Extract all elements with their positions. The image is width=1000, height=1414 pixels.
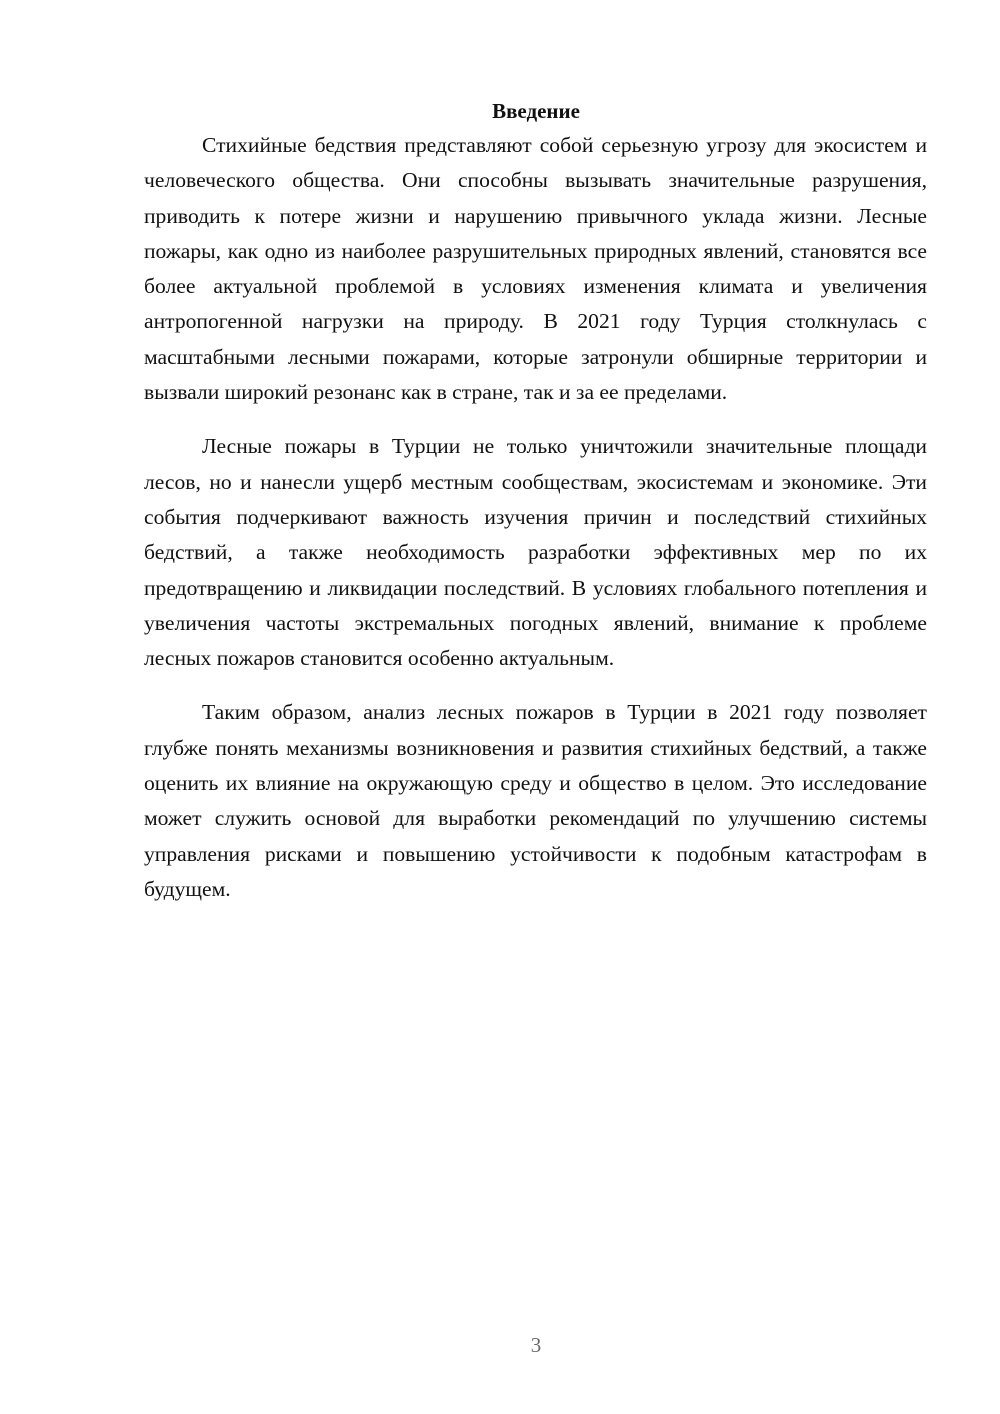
section-heading: Введение: [492, 99, 580, 123]
paragraph-1: Стихийные бедствия представляют собой серьезную угрозу для экосистем и человеческого общества. Они способны вызывать значительные разрушения, приводить к потере жизни и нарушению привычного уклада жизни. Лесные пожары, как одно из наиболее разрушительных природных явлений, становятся все более актуальной проблемой в условиях изменения климата и увеличения антропогенной нагрузки на природу. В 2021 году Турция столкнулась с масштабными лесными пожарами, которые затронули обширные территории и вызвали широкий резонанс как в стране, так и за ее пределами.: [144, 133, 927, 405]
page-content: [144, 92, 927, 926]
paragraph-3: Таким образом, анализ лесных пожаров в Турции в 2021 году позволяет глубже понять механизмы возникновения и развития стихийных бедствий, а также оценить их влияние на окружающую среду и общество в целом. Это исследование может служить основой для выработки рекомендаций по улучшению системы управления рисками и повышению устойчивости к подобным катастрофам в будущем.: [144, 700, 927, 901]
paragraph-2: Лесные пожары в Турции не только уничтожили значительные площади лесов, но и нанесли ущерб местным сообществам, экосистемам и экономике. Эти события подчеркивают важность изучения причин и последствий стихийных бедствий, а также необходимость разработки эффективных мер по их предотвращению и ликвидации последствий. В условиях глобального потепления и увеличения частоты экстремальных погодных явлений, внимание к проблеме лесных пожаров становится особенно актуальным.: [144, 434, 927, 671]
page-number: 3: [530, 1333, 542, 1357]
